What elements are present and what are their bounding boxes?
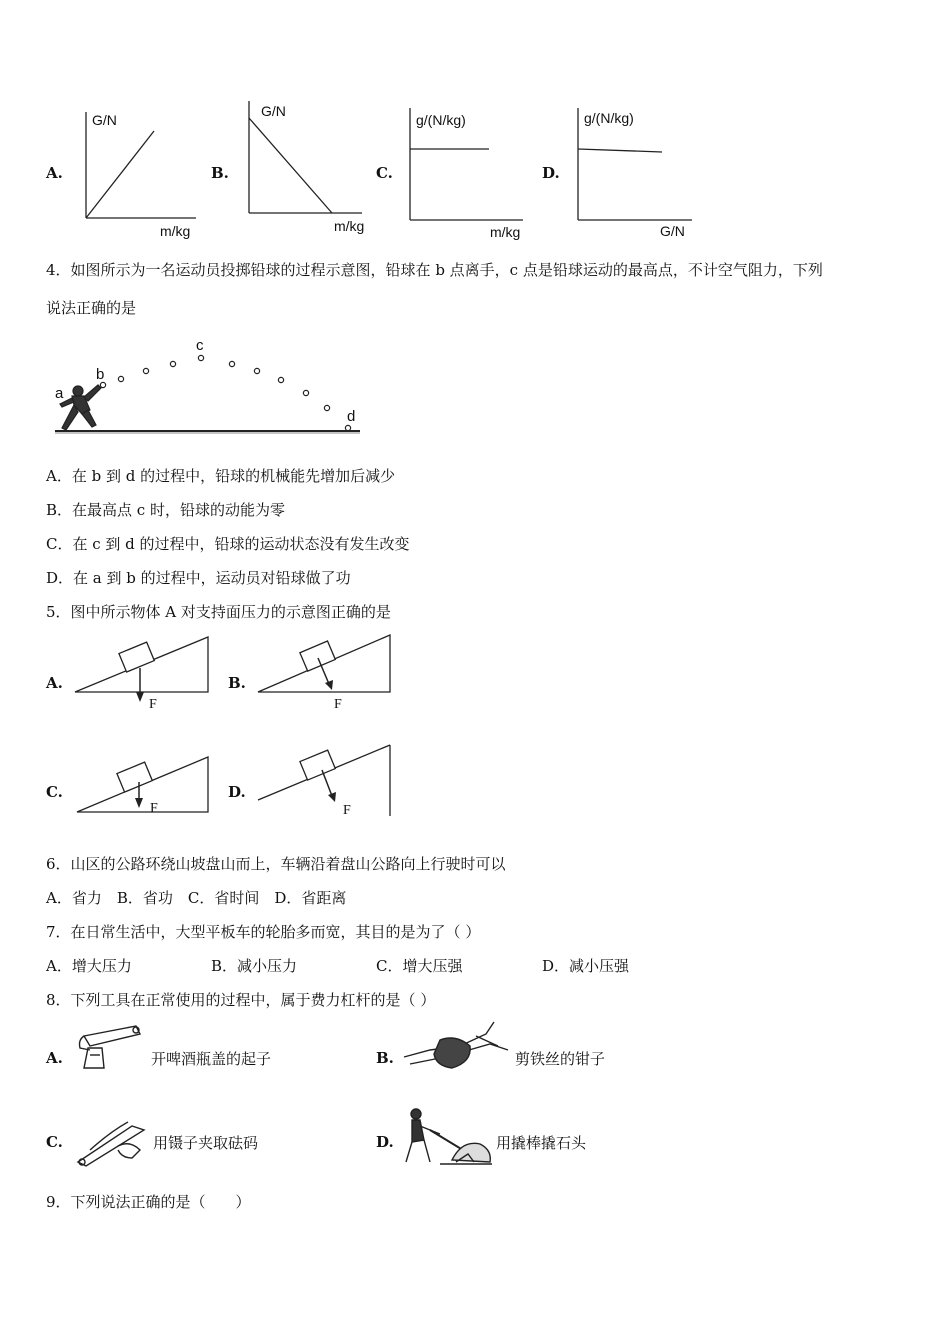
q7-option-c: C．增大压强 <box>376 957 463 975</box>
trajectory-points <box>100 355 350 430</box>
q4-option-c: C．在 c 到 d 的过程中，铅球的运动状态没有发生改变 <box>46 535 410 553</box>
y-axis-label: G/N <box>92 112 117 128</box>
q4-stem-line1: 4．如图所示为一名运动员投掷铅球的过程示意图，铅球在 b 点离手，c 点是铅球运动的最高点，不计空气阻力，下列 <box>46 261 823 279</box>
q7-option-b: B．减小压力 <box>211 957 298 975</box>
force-label: F <box>150 801 158 816</box>
q8-option-c-text: 用镊子夹取砝码 <box>153 1134 259 1152</box>
q7-option-a: A．增大压力 <box>46 957 132 975</box>
q6-options: A．省力 B．省功 C．省时间 D．省距离 <box>46 889 347 907</box>
point-b-label: b <box>96 366 105 383</box>
point-c-label: c <box>196 337 204 354</box>
option-label: B. <box>211 164 229 182</box>
option-label: A. <box>46 674 63 692</box>
q8-option-b-text: 剪铁丝的钳子 <box>515 1050 606 1068</box>
point-d-label: d <box>347 408 356 425</box>
q8-option-d-text: 用撬棒撬石头 <box>496 1134 587 1152</box>
q7-stem: 7．在日常生活中，大型平板车的轮胎多而宽，其目的是为了（ ） <box>46 923 481 941</box>
x-axis-label: m/kg <box>334 218 365 234</box>
q9-stem: 9．下列说法正确的是（ ） <box>46 1193 251 1211</box>
q4-option-b: B．在最高点 c 时，铅球的动能为零 <box>46 501 285 519</box>
option-label: C. <box>46 783 63 801</box>
athlete-icon <box>60 385 101 430</box>
line-constant <box>578 149 662 152</box>
x-axis-label: G/N <box>660 223 685 239</box>
crowbar-icon <box>0 0 10 10</box>
x-axis-label: m/kg <box>160 223 191 239</box>
q4-option-d: D．在 a 到 b 的过程中，运动员对铅球做了功 <box>46 569 351 587</box>
point-a-label: a <box>55 385 64 402</box>
option-label: D. <box>542 164 560 182</box>
option-label: B. <box>228 674 246 692</box>
q4-option-a: A．在 b 到 d 的过程中，铅球的机械能先增加后减少 <box>46 467 396 485</box>
option-label: C. <box>376 164 393 182</box>
option-label: C. <box>46 1133 63 1151</box>
option-label: B. <box>376 1049 394 1067</box>
line-proportional <box>86 131 154 218</box>
option-label: A. <box>46 1049 63 1067</box>
q6-stem: 6．山区的公路环绕山坡盘山而上，车辆沿着盘山公路向上行驶时可以 <box>46 855 506 873</box>
force-label: F <box>334 697 342 712</box>
q5-stem: 5．图中所示物体 A 对支持面压力的示意图正确的是 <box>46 603 391 621</box>
option-label: D. <box>228 783 246 801</box>
y-axis-label: G/N <box>261 103 286 119</box>
line-decreasing <box>249 118 332 213</box>
q7-option-d: D．减小压强 <box>542 957 630 975</box>
force-label: F <box>343 803 351 818</box>
option-label: D. <box>376 1133 394 1151</box>
q8-stem: 8．下列工具在正常使用的过程中，属于费力杠杆的是（ ） <box>46 991 436 1009</box>
q4-stem-line2: 说法正确的是 <box>46 299 137 317</box>
x-axis-label: m/kg <box>490 224 521 240</box>
force-label: F <box>149 697 157 712</box>
option-label: A. <box>46 164 63 182</box>
q8-option-a-text: 开啤酒瓶盖的起子 <box>151 1050 272 1068</box>
y-axis-label: g/(N/kg) <box>584 110 634 126</box>
y-axis-label: g/(N/kg) <box>416 112 466 128</box>
